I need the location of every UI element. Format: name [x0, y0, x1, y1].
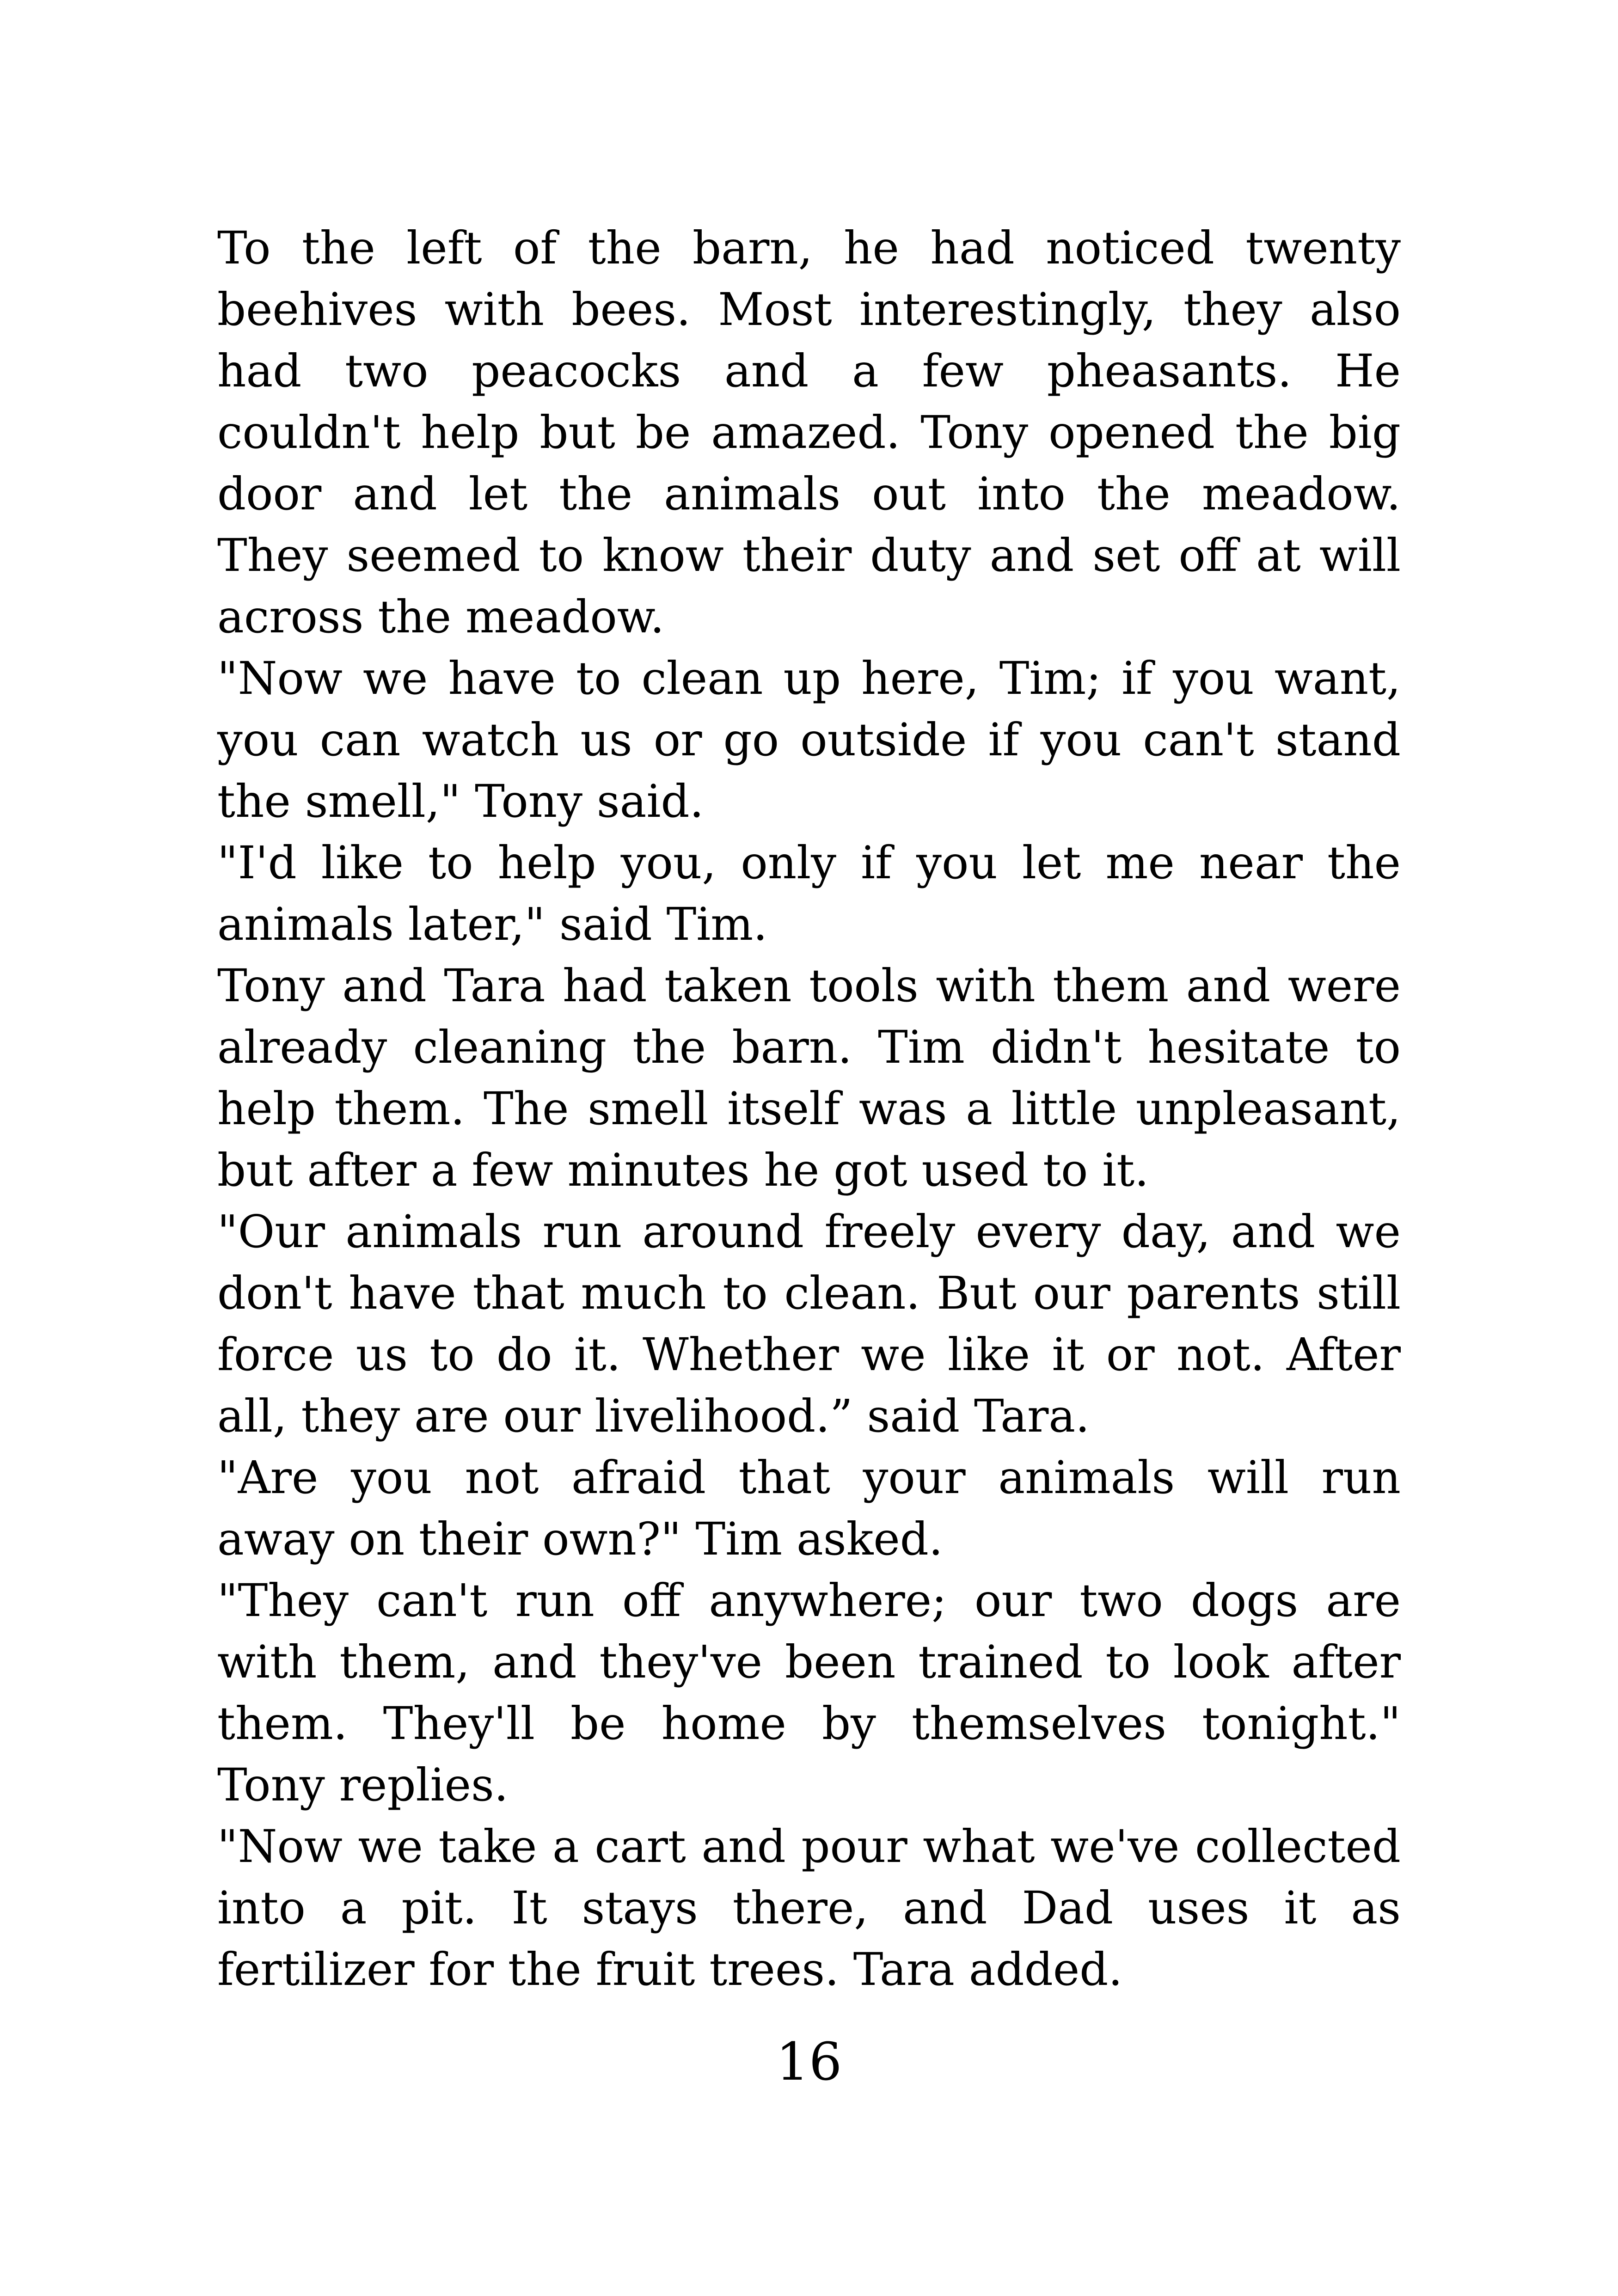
text-line: couldn't help but be amazed. Tony opened the big: [217, 406, 1401, 459]
text-line: the smell," Tony said.: [217, 775, 704, 827]
text-line: Tony and Tara had taken tools with them and were: [217, 960, 1401, 1012]
text-line: "Now we have to clean up here, Tim; if you want,: [217, 652, 1401, 704]
text-line: you can watch us or go outside if you can't stand: [217, 714, 1401, 766]
body-text: [217, 217, 1401, 2000]
text-line: beehives with bees. Most interestingly, they also: [217, 283, 1401, 336]
text-line: Tony replies.: [217, 1759, 509, 1811]
text-line: fertilizer for the fruit trees. Tara added.: [217, 1943, 1123, 1996]
text-line: They seemed to know their duty and set off at will: [217, 529, 1401, 582]
text-line: across the meadow.: [217, 591, 665, 643]
text-line: all, they are our livelihood.” said Tara.: [217, 1390, 1090, 1442]
text-line: don't have that much to clean. But our parents still: [217, 1267, 1401, 1319]
text-line: To the left of the barn, he had noticed twenty: [217, 222, 1401, 274]
text-line: away on their own?" Tim asked.: [217, 1513, 943, 1565]
text-line: already cleaning the barn. Tim didn't hesitate to: [217, 1021, 1401, 1073]
text-line: door and let the animals out into the meadow.: [217, 468, 1401, 520]
text-line: help them. The smell itself was a little unpleasant,: [217, 1083, 1401, 1135]
text-line: into a pit. It stays there, and Dad uses it as: [217, 1882, 1401, 1934]
text-line: "Our animals run around freely every day, and we: [217, 1206, 1401, 1258]
page-number: 16: [776, 2032, 842, 2092]
text-line: with them, and they've been trained to look after: [217, 1636, 1401, 1688]
text-line: "They can't run off anywhere; our two dogs are: [217, 1574, 1401, 1627]
text-line: them. They'll be home by themselves tonight.": [217, 1697, 1401, 1750]
text-line: animals later," said Tim.: [217, 898, 768, 950]
text-line: but after a few minutes he got used to it.: [217, 1144, 1149, 1196]
text-line: "Are you not afraid that your animals will run: [217, 1451, 1401, 1504]
text-line: "Now we take a cart and pour what we've collected: [217, 1820, 1401, 1873]
text-line: had two peacocks and a few pheasants. He: [217, 345, 1401, 397]
text-line: "I'd like to help you, only if you let me near the: [217, 837, 1401, 889]
text-line: force us to do it. Whether we like it or not. After: [217, 1329, 1401, 1381]
